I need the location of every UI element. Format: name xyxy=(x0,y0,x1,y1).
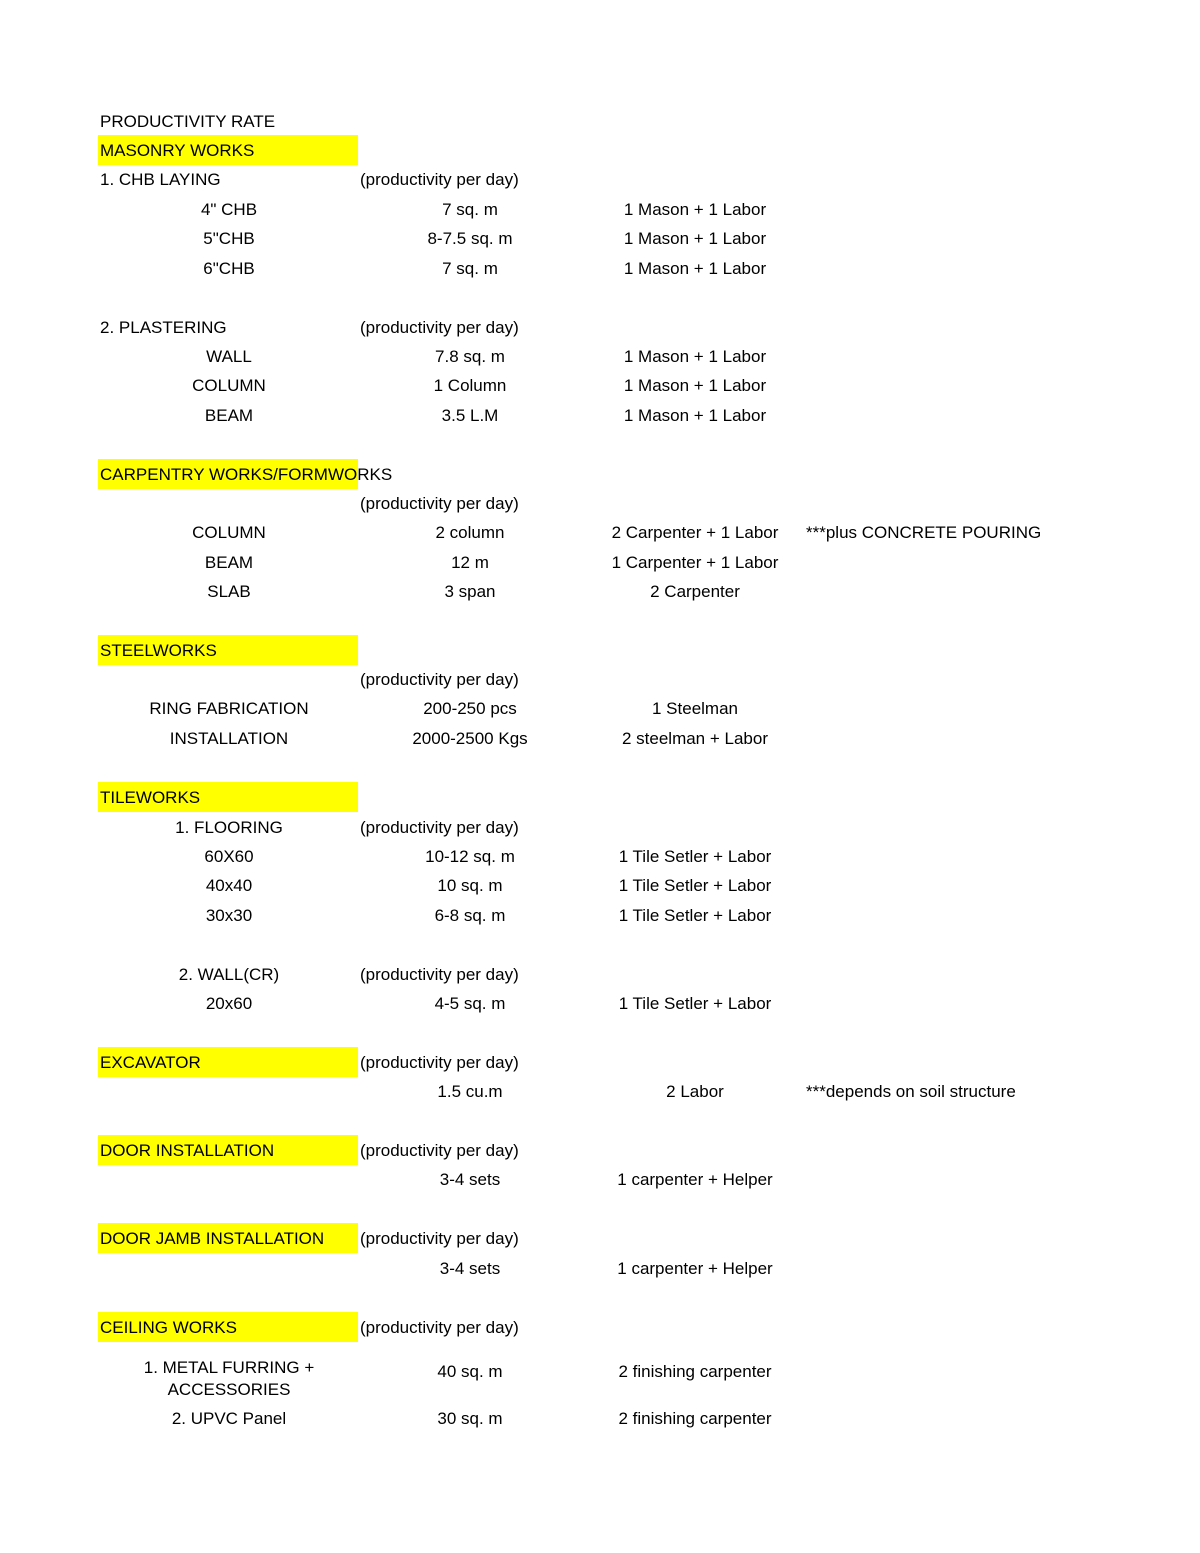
row-item: 6"CHB xyxy=(203,259,255,278)
row-rate: 12 m xyxy=(451,553,489,572)
row-item: ACCESSORIES xyxy=(167,1380,291,1399)
productivity-per-day-label: (productivity per day) xyxy=(360,818,519,837)
page-title: PRODUCTIVITY RATE xyxy=(100,112,276,131)
productivity-per-day-label: (productivity per day) xyxy=(360,494,519,513)
row-item: RING FABRICATION xyxy=(149,699,309,718)
productivity-per-day-label: (productivity per day) xyxy=(360,1141,519,1160)
excavator-heading: EXCAVATOR xyxy=(100,1053,201,1072)
row-crew: 1 Tile Setler + Labor xyxy=(618,994,772,1013)
row-item: 5"CHB xyxy=(203,229,255,248)
row-crew: 2 steelman + Labor xyxy=(621,729,768,748)
row-crew: 2 Carpenter xyxy=(650,582,740,601)
productivity-per-day-label: (productivity per day) xyxy=(360,1229,519,1248)
carpentry-heading: CARPENTRY WORKS/FORMWORKS xyxy=(100,465,393,484)
ceiling-works-heading: CEILING WORKS xyxy=(100,1318,237,1337)
flooring-label: 1. FLOORING xyxy=(175,818,283,837)
row-rate: 10 sq. m xyxy=(437,876,503,895)
row-item: 4" CHB xyxy=(200,200,258,219)
row-rate: 6-8 sq. m xyxy=(434,906,506,925)
row-crew: 2 Labor xyxy=(666,1082,724,1101)
productivity-per-day-label: (productivity per day) xyxy=(360,670,519,689)
row-rate: 2 column xyxy=(435,523,505,542)
row-crew: 1 Tile Setler + Labor xyxy=(618,876,772,895)
door-installation-heading: DOOR INSTALLATION xyxy=(100,1141,275,1160)
row-rate: 4-5 sq. m xyxy=(434,994,506,1013)
row-rate: 3-4 sets xyxy=(439,1170,501,1189)
chb-laying-label: 1. CHB LAYING xyxy=(100,170,221,189)
row-crew: 1 Mason + 1 Labor xyxy=(623,259,767,278)
row-item: SLAB xyxy=(207,582,251,601)
row-rate: 3-4 sets xyxy=(439,1259,501,1278)
row-rate: 2000-2500 Kgs xyxy=(412,729,528,748)
row-rate: 30 sq. m xyxy=(437,1409,503,1428)
row-crew: 1 carpenter + Helper xyxy=(617,1259,773,1278)
row-rate: 8-7.5 sq. m xyxy=(427,229,513,248)
plastering-label: 2. PLASTERING xyxy=(100,318,227,337)
row-crew: 2 finishing carpenter xyxy=(618,1362,772,1381)
row-item: 1. METAL FURRING + xyxy=(143,1358,315,1377)
masonry-heading: MASONRY WORKS xyxy=(100,141,255,160)
row-item: BEAM xyxy=(204,553,254,572)
row-crew: 1 Mason + 1 Labor xyxy=(623,229,767,248)
row-note: ***depends on soil structure xyxy=(806,1082,1016,1101)
row-crew: 1 carpenter + Helper xyxy=(617,1170,773,1189)
row-crew: 1 Tile Setler + Labor xyxy=(618,847,772,866)
row-rate: 1 Column xyxy=(433,376,507,395)
row-crew: 2 Carpenter + 1 Labor xyxy=(611,523,779,542)
row-crew: 1 Carpenter + 1 Labor xyxy=(611,553,779,572)
row-item: 40x40 xyxy=(205,876,253,895)
row-item: 60X60 xyxy=(204,847,254,866)
row-rate: 7.8 sq. m xyxy=(435,347,505,366)
productivity-per-day-label: (productivity per day) xyxy=(360,1318,519,1337)
row-note: ***plus CONCRETE POURING xyxy=(806,523,1042,542)
row-rate: 3.5 L.M xyxy=(441,406,499,425)
door-jamb-heading: DOOR JAMB INSTALLATION xyxy=(100,1229,325,1248)
row-item: COLUMN xyxy=(192,376,266,395)
row-crew: 1 Steelman xyxy=(652,699,738,718)
row-rate: 7 sq. m xyxy=(442,259,498,278)
row-crew: 1 Mason + 1 Labor xyxy=(623,376,767,395)
row-item: INSTALLATION xyxy=(169,729,289,748)
row-item: BEAM xyxy=(204,406,254,425)
row-rate: 7 sq. m xyxy=(442,200,498,219)
productivity-per-day-label: (productivity per day) xyxy=(360,1053,519,1072)
row-item: COLUMN xyxy=(192,523,266,542)
row-rate: 3 span xyxy=(444,582,496,601)
row-rate: 10-12 sq. m xyxy=(425,847,515,866)
wall-cr-label: 2. WALL(CR) xyxy=(178,965,280,984)
productivity-per-day-label: (productivity per day) xyxy=(360,965,519,984)
row-item: WALL xyxy=(206,347,252,366)
row-crew: 1 Mason + 1 Labor xyxy=(623,406,767,425)
productivity-per-day-label: (productivity per day) xyxy=(360,318,519,337)
row-crew: 1 Tile Setler + Labor xyxy=(618,906,772,925)
row-rate: 40 sq. m xyxy=(437,1362,503,1381)
row-item: 2. UPVC Panel xyxy=(171,1409,287,1428)
steelworks-heading: STEELWORKS xyxy=(100,641,217,660)
row-rate: 1.5 cu.m xyxy=(437,1082,503,1101)
productivity-per-day-label: (productivity per day) xyxy=(360,170,519,189)
row-crew: 1 Mason + 1 Labor xyxy=(623,347,767,366)
tileworks-heading: TILEWORKS xyxy=(100,788,201,807)
row-item: 20x60 xyxy=(205,994,253,1013)
row-crew: 2 finishing carpenter xyxy=(618,1409,772,1428)
row-item: 30x30 xyxy=(205,906,253,925)
row-crew: 1 Mason + 1 Labor xyxy=(623,200,767,219)
row-rate: 200-250 pcs xyxy=(423,699,517,718)
